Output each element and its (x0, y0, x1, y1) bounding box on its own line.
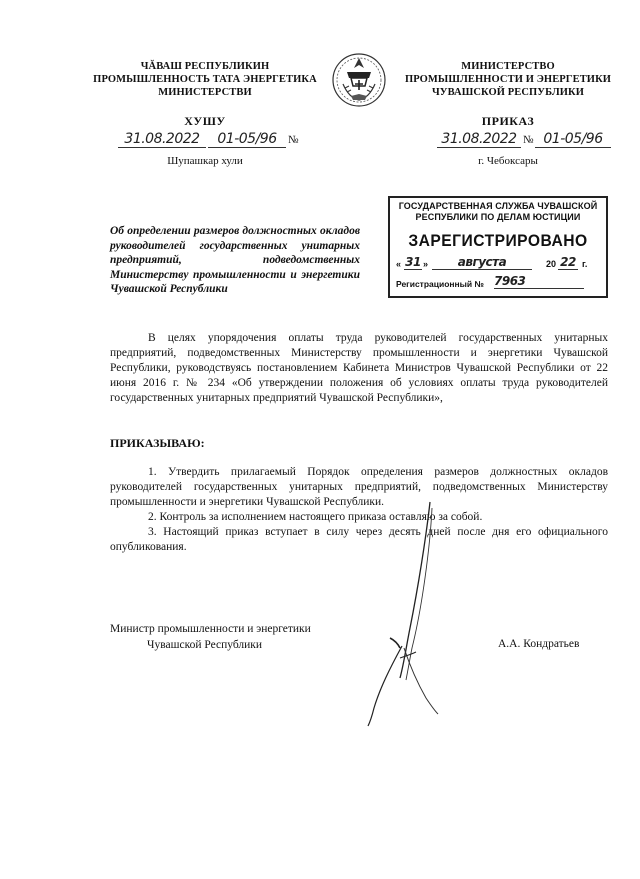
header-left-city: Шупашкар хули (167, 155, 243, 167)
header-right (398, 60, 618, 99)
order-word: ПРИКАЗЫВАЮ: (110, 436, 205, 450)
stamp-quote-close: » (423, 259, 429, 269)
header-right-line1: МИНИСТЕРСТВО (461, 61, 555, 72)
header-left (70, 60, 340, 99)
right-number-sign: № (523, 134, 534, 146)
header-left-doc-type: ХУШУ (184, 114, 226, 128)
header-left-line2: ПРОМЫШЛЕННОСТЬ ТАТА ЭНЕРГЕТИКА (93, 74, 317, 85)
order-item-3: 3. Настоящий приказ вступает в силу через десять дней после дня его официального опубликования. (110, 526, 608, 553)
stamp-year-handwritten: 22 (558, 255, 578, 270)
signature-name: А.А. Кондратьев (498, 638, 580, 650)
header-right-city: г. Чебоксары (478, 155, 538, 167)
emblem (329, 50, 389, 110)
document-subject: Об определении размеров должностных окладов руководителей государственных унитарных предприятий, подведомственных Министерству промышленности и энергетики Чувашской Республики (110, 225, 360, 295)
left-date-handwritten: 31.08.2022 (118, 131, 206, 148)
stamp-authority-line2: РЕСПУБЛИКИ ПО ДЕЛАМ ЮСТИЦИИ (415, 212, 581, 222)
stamp-day-handwritten: 31 (405, 255, 421, 269)
stamp-authority-line1: ГОСУДАРСТВЕННАЯ СЛУЖБА ЧУВАШСКОЙ (398, 201, 598, 211)
left-number-sign: № (288, 134, 299, 146)
handwritten-signature-icon (360, 498, 480, 728)
header-right-doc-type: ПРИКАЗ (481, 114, 535, 128)
stamp-month-handwritten: августа (432, 255, 532, 270)
header-right-line2: ПРОМЫШЛЕННОСТИ И ЭНЕРГЕТИКИ (404, 74, 612, 85)
order-items (110, 465, 608, 555)
header-right-date-line (437, 131, 617, 151)
stamp-year-unit: г. (582, 259, 588, 269)
stamp-authority (390, 201, 606, 223)
order-item-1: 1. Утвердить прилагаемый Порядок определения размеров должностных окладов руководителей государственных унитарных предприятий, подведомственных Министерству промышленности и энергетики Чувашской Республики. (110, 466, 608, 508)
right-date-handwritten: 31.08.2022 (437, 131, 521, 148)
preamble-paragraph: В целях упорядочения оплаты труда руководителей государственных унитарных предприятий, подведомственных Министерству промышленности и энергетики Чувашской Республики, руководствуясь постановлением Кабинета Министров Чувашской Республики от 22 июня 2016 г. № 234 «Об утверждении положения об условиях оплаты труда руководителей государственных унитарных предприятий Чувашской Республики», (110, 332, 608, 404)
header-right-line3: ЧУВАШСКОЙ РЕСПУБЛИКИ (431, 87, 585, 98)
stamp-quote-open: « (396, 259, 402, 269)
stamp-reg-number-handwritten: 7963 (494, 274, 584, 289)
stamp-year-prefix: 20 (546, 259, 557, 269)
signature-position-line2: Чувашской Республики (147, 639, 263, 651)
stamp-date-row (396, 255, 602, 273)
registration-stamp (388, 196, 608, 298)
header-left-date-line (118, 131, 308, 151)
order-item-2: 2. Контроль за исполнением настоящего приказа оставляю за собой. (148, 511, 483, 523)
right-number-handwritten: 01-05/96 (535, 131, 611, 148)
signature-position-line1: Министр промышленности и энергетики (110, 623, 311, 635)
header-left-line3: МИНИСТЕРСТВИ (158, 87, 252, 98)
chuvash-coat-of-arms-icon (329, 50, 389, 110)
stamp-reg-number-row (396, 276, 602, 292)
stamp-registered-label: ЗАРЕГИСТРИРОВАНО (408, 231, 588, 250)
header-left-line1: ЧĂВАШ РЕСПУБЛИКИН (140, 61, 270, 72)
stamp-reg-label: Регистрационный № (396, 279, 484, 289)
left-number-handwritten: 01-05/96 (208, 131, 286, 148)
